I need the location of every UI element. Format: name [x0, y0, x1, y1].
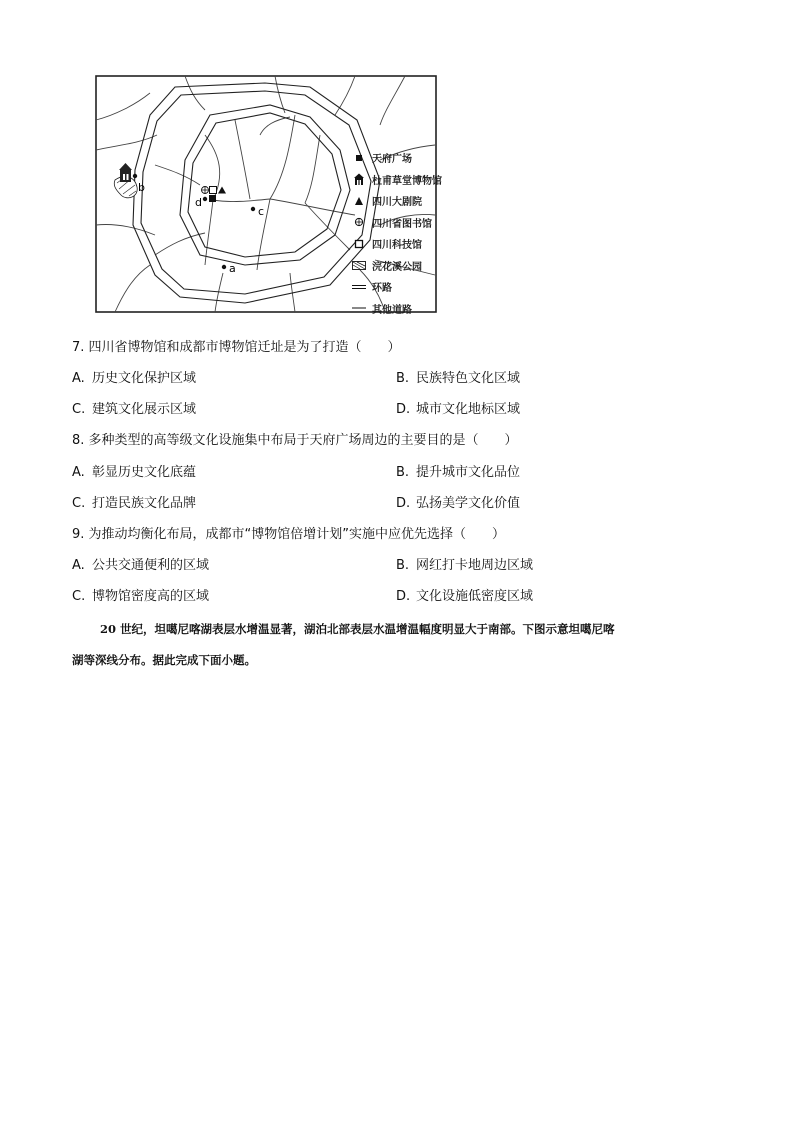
question-9-option-b[interactable] — [396, 557, 533, 575]
legend-item — [352, 298, 472, 320]
option-text: 弘扬美学文化价值 — [416, 496, 521, 511]
temple-icon — [352, 173, 366, 185]
question-9-option-a[interactable] — [72, 557, 209, 575]
question-8-option-a[interactable] — [72, 464, 196, 482]
option-letter: A. — [72, 465, 85, 480]
option-letter: C. — [72, 589, 86, 604]
option-text: 建筑文化展示区域 — [92, 402, 197, 417]
map-label-c: c — [258, 205, 265, 218]
option-text: 城市文化地标区域 — [416, 402, 521, 417]
option-letter: A. — [72, 371, 85, 386]
legend-label: 杜甫草堂博物馆 — [372, 175, 442, 187]
question-7-option-c[interactable] — [72, 401, 196, 419]
option-text: 公共交通便利的区域 — [92, 558, 210, 573]
legend-label: 其他道路 — [372, 304, 412, 316]
question-7-stem: 7. 四川省博物馆和成都市博物馆迁址是为了打造（ ） — [72, 340, 401, 355]
map-legend — [352, 147, 472, 319]
option-letter: B. — [396, 558, 410, 573]
legend-label: 天府广场 — [372, 154, 412, 166]
question-7-option-a[interactable] — [72, 370, 196, 388]
legend-item — [352, 190, 472, 212]
legend-label: 浣花溪公园 — [372, 261, 422, 273]
triangle-icon — [352, 195, 366, 207]
option-text: 提升城市文化品位 — [416, 465, 521, 480]
single-line-icon — [352, 302, 366, 314]
question-8-option-d[interactable] — [396, 495, 520, 513]
passage-line-1: 20 世纪，坦噶尼喀湖表层水增温显著，湖泊北部表层水温增温幅度明显大于南部。下图示意坦噶尼喀 — [100, 622, 615, 636]
option-letter: D. — [396, 496, 411, 511]
passage-line-2: 湖等深线分布。据此完成下面小题。 — [72, 653, 256, 667]
legend-item — [352, 147, 472, 169]
option-letter: A. — [72, 558, 85, 573]
option-text: 文化设施低密度区域 — [416, 589, 534, 604]
legend-label: 四川科技馆 — [372, 240, 422, 252]
reading-passage — [72, 614, 732, 676]
double-line-icon — [352, 281, 366, 293]
legend-item — [352, 212, 472, 234]
question-9-option-d[interactable] — [396, 588, 533, 606]
hatch-icon — [352, 259, 366, 271]
square-outline-icon — [352, 238, 366, 250]
option-text: 博物馆密度高的区域 — [92, 589, 210, 604]
option-text: 网红打卡地周边区域 — [416, 558, 534, 573]
legend-label: 四川大剧院 — [372, 197, 422, 209]
legend-item — [352, 233, 472, 255]
legend-item — [352, 255, 472, 277]
map-label-d: d — [195, 196, 202, 209]
option-text: 民族特色文化区域 — [416, 371, 521, 386]
circle-cross-icon — [352, 216, 366, 228]
question-8-stem: 8. 多种类型的高等级文化设施集中布局于天府广场周边的主要目的是（ ） — [72, 433, 518, 448]
question-7-option-d[interactable] — [396, 401, 520, 419]
map-label-b: b — [138, 181, 145, 194]
option-letter: C. — [72, 496, 86, 511]
question-8-option-b[interactable] — [396, 464, 520, 482]
option-letter: B. — [396, 371, 410, 386]
question-7-option-b[interactable] — [396, 370, 520, 388]
map-label-a: a — [229, 262, 236, 275]
legend-item — [352, 169, 472, 191]
option-text: 历史文化保护区域 — [92, 371, 197, 386]
legend-label: 四川省图书馆 — [372, 218, 432, 230]
legend-label: 环路 — [372, 283, 392, 295]
square-filled-icon — [352, 152, 366, 164]
question-9-option-c[interactable] — [72, 588, 209, 606]
option-text: 打造民族文化品牌 — [92, 496, 197, 511]
question-9-stem: 9. 为推动均衡化布局，成都市“博物馆倍增计划”实施中应优先选择（ ） — [72, 527, 506, 542]
option-letter: D. — [396, 402, 411, 417]
option-letter: C. — [72, 402, 86, 417]
question-8-option-c[interactable] — [72, 495, 196, 513]
option-letter: B. — [396, 465, 410, 480]
legend-item — [352, 276, 472, 298]
option-letter: D. — [396, 589, 411, 604]
option-text: 彰显历史文化底蕴 — [92, 465, 197, 480]
